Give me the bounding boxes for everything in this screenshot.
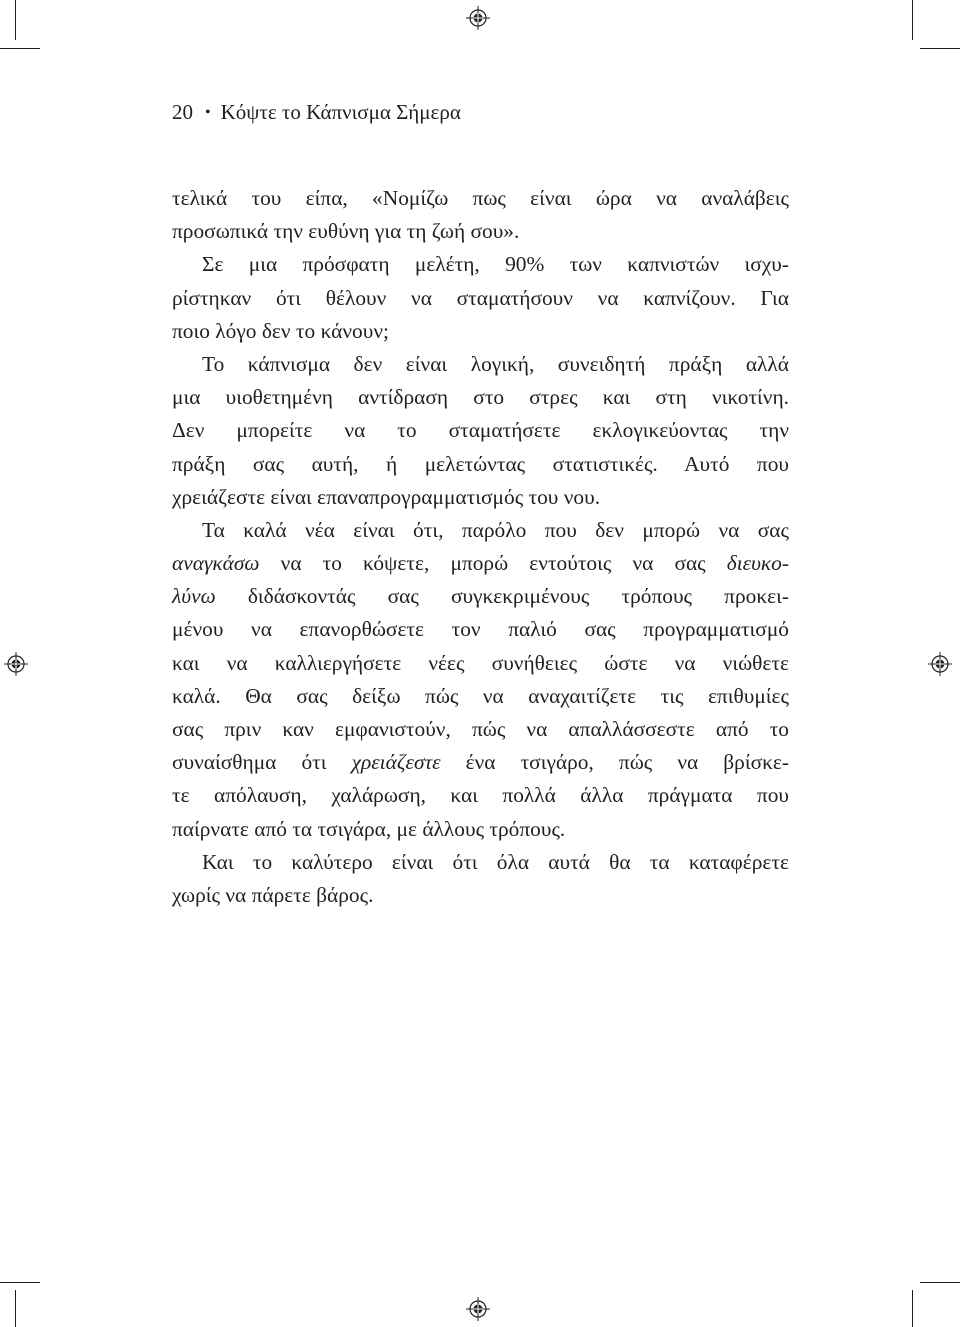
text-span: μένου να επανορθώσετε τον παλιό σας προγραμματισμό <box>172 617 789 642</box>
text-span: Τα καλά νέα είναι ότι, παρόλο που δεν μπορώ να σας <box>202 517 789 542</box>
text-span: και να καλλιεργήσετε νέες συνήθειες ώστε να νιώθετε <box>172 650 789 675</box>
text-line <box>172 182 789 215</box>
crop-mark-top-right-h <box>920 48 960 49</box>
text-line <box>172 680 789 713</box>
text-span: Σε μια πρόσφατη μελέτη, 90% των καπνιστών ισχυ- <box>202 252 789 277</box>
text-span: Και το καλύτερο είναι ότι όλα αυτά θα τα καταφέρετε <box>202 849 789 874</box>
text-span: καλά. Θα σας δείξω πώς να αναχαιτίζετε τις επιθυμίες <box>172 683 789 708</box>
text-span: Το κάπνισμα δεν είναι λογική, συνειδητή πράξη αλλά <box>202 351 789 376</box>
text-span: παίρνατε από τα τσιγάρα, με άλλους τρόπους. <box>172 816 566 841</box>
crop-mark-bottom-left <box>15 1290 16 1327</box>
text-line <box>172 282 789 315</box>
emphasis-text: διευκο- <box>726 551 789 576</box>
running-header <box>172 97 461 128</box>
page-number: 20 <box>172 100 193 124</box>
text-line <box>172 779 789 812</box>
crop-mark-top-left-h <box>0 48 40 49</box>
text-line <box>172 448 789 481</box>
text-span: ένα τσιγάρο, πώς να βρίσκε- <box>440 750 789 775</box>
body-text <box>172 182 789 912</box>
crop-mark-top-right <box>912 0 913 40</box>
text-line <box>172 813 789 846</box>
text-line <box>172 381 789 414</box>
header-bullet: • <box>205 104 211 121</box>
text-line <box>172 713 789 746</box>
text-line <box>172 613 789 646</box>
text-span: τελικά του είπα, «Νομίζω πως είναι ώρα να αναλάβεις <box>172 186 789 210</box>
text-span: διδάσκοντάς σας συγκεκριμένους τρόπους προκει- <box>215 584 789 609</box>
text-line <box>172 481 789 514</box>
crop-mark-bottom-right <box>912 1290 913 1327</box>
text-line <box>172 746 789 779</box>
running-title: Κόψτε το Κάπνισμα Σήμερα <box>220 100 461 124</box>
text-span: να το κόψετε, μπορώ εντούτοις να σας <box>259 551 727 576</box>
emphasis-text: χρειάζεστε <box>351 750 441 775</box>
emphasis-text: λύνω <box>172 584 216 609</box>
text-line <box>172 879 789 912</box>
text-span: Δεν μπορείτε να το σταματήσετε εκλογικεύοντας την <box>172 418 789 443</box>
text-line <box>172 348 789 381</box>
registration-target-icon-left <box>4 652 28 676</box>
text-span: τε απόλαυση, χαλάρωση, και πολλά άλλα πράγματα που <box>172 783 789 808</box>
crop-mark-bottom-right-h <box>920 1282 960 1283</box>
crop-mark-top-left <box>15 0 16 40</box>
text-line <box>172 248 789 281</box>
emphasis-text: αναγκάσω <box>172 551 260 576</box>
text-span: συναίσθημα ότι <box>172 750 352 775</box>
text-span: ποιο λόγο δεν το κάνουν; <box>172 318 389 343</box>
registration-target-icon-right <box>928 652 952 676</box>
text-line <box>172 514 789 547</box>
text-line <box>172 647 789 680</box>
registration-target-icon-bottom <box>466 1297 490 1321</box>
registration-target-icon-top <box>466 6 490 30</box>
text-line <box>172 215 789 248</box>
text-line <box>172 547 789 580</box>
text-span: χρειάζεστε είναι επαναπρογραμματισμός του νου. <box>172 484 601 509</box>
text-line <box>172 846 789 879</box>
text-span: πράξη σας αυτή, ή μελετώντας στατιστικές. Αυτό που <box>172 451 789 476</box>
text-span: χωρίς να πάρετε βάρος. <box>172 882 374 907</box>
text-span: προσωπικά την ευθύνη για τη ζωή σου». <box>172 219 520 244</box>
text-span: σας πριν καν εμφανιστούν, πώς να απαλλάσσεστε από το <box>172 717 789 741</box>
text-line <box>172 315 789 348</box>
text-span: μια υιοθετημένη αντίδραση στο στρες και στη νικοτίνη. <box>172 385 789 410</box>
text-line <box>172 414 789 447</box>
text-span: ρίστηκαν ότι θέλουν να σταματήσουν να καπνίζουν. Για <box>172 285 789 310</box>
text-line <box>172 580 789 613</box>
crop-mark-bottom-left-h <box>0 1282 40 1283</box>
